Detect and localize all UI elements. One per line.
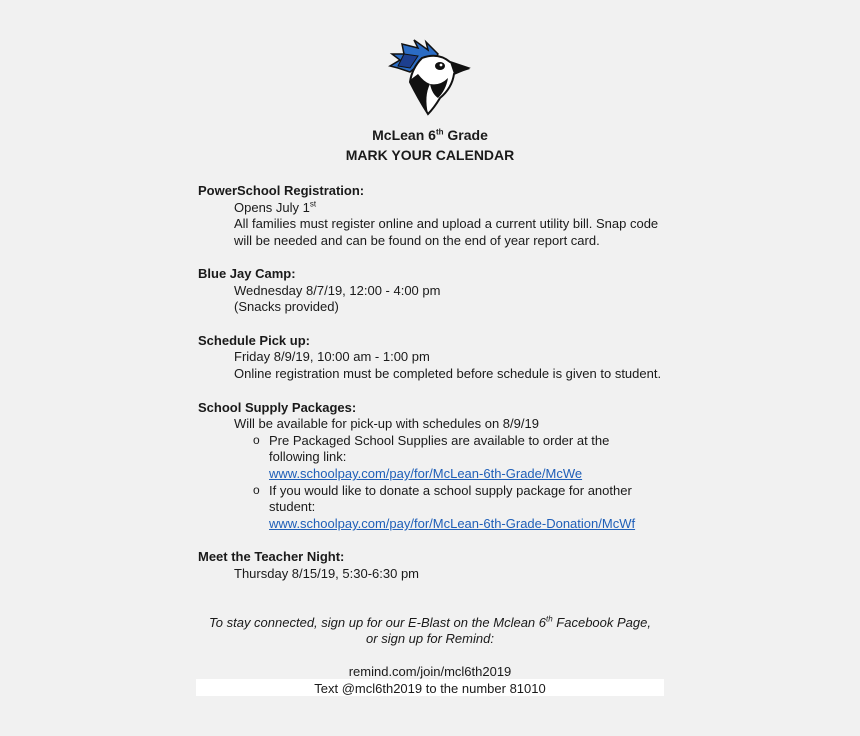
supplies-donation-link[interactable]: www.schoolpay.com/pay/for/McLean-6th-Grade-Donation/McWf: [269, 516, 636, 531]
supplies-item-2-line-1: If you would like to donate a school supply package for another: [269, 483, 632, 498]
supplies-item-1-link-wrap: [269, 465, 582, 482]
camp-date: Wednesday 8/7/19, 12:00 - 4:00 pm: [234, 283, 441, 298]
powerschool-opens: Opens July 1st: [234, 199, 317, 215]
pickup-note: Online registration must be completed before schedule is given to student.: [234, 366, 662, 381]
powerschool-detail-1: All families must register online and upload a current utility bill. Snap code: [234, 216, 659, 231]
remind-url: remind.com/join/mcl6th2019: [348, 664, 512, 679]
camp-heading: Blue Jay Camp:: [198, 266, 296, 281]
bullet-icon: o: [253, 483, 260, 497]
pickup-heading: Schedule Pick up:: [198, 333, 310, 348]
text-instruction: Text @mcl6th2019 to the number 81010: [314, 681, 546, 696]
page-title: McLean 6th Grade: [372, 127, 488, 143]
teacher-night-date: Thursday 8/15/19, 5:30-6:30 pm: [234, 566, 420, 581]
page-subtitle: MARK YOUR CALENDAR: [345, 147, 515, 163]
supplies-item-1-line-2: following link:: [269, 449, 347, 464]
pickup-date: Friday 8/9/19, 10:00 am - 1:00 pm: [234, 349, 430, 364]
supplies-item-2-line-2: student:: [269, 499, 316, 514]
camp-note: (Snacks provided): [234, 299, 339, 314]
bullet-icon: o: [253, 433, 260, 447]
teacher-night-heading: Meet the Teacher Night:: [198, 549, 345, 564]
connect-line-1: To stay connected, sign up for our E-Blast on the Mclean 6th Facebook Page,: [209, 614, 651, 630]
supplies-item-2-link-wrap: [269, 515, 635, 532]
supplies-item-1-line-1: Pre Packaged School Supplies are available to order at the: [269, 433, 610, 448]
connect-line-2: or sign up for Remind:: [366, 631, 494, 646]
blue-jay-mascot-icon: [388, 38, 472, 116]
supplies-order-link[interactable]: www.schoolpay.com/pay/for/McLean-6th-Grade/McWe: [269, 466, 583, 481]
powerschool-heading: PowerSchool Registration:: [198, 183, 365, 198]
supplies-availability: Will be available for pick-up with schedules on 8/9/19: [234, 416, 539, 431]
supplies-heading: School Supply Packages:: [198, 400, 357, 415]
powerschool-detail-2: will be needed and can be found on the end of year report card.: [234, 233, 600, 248]
